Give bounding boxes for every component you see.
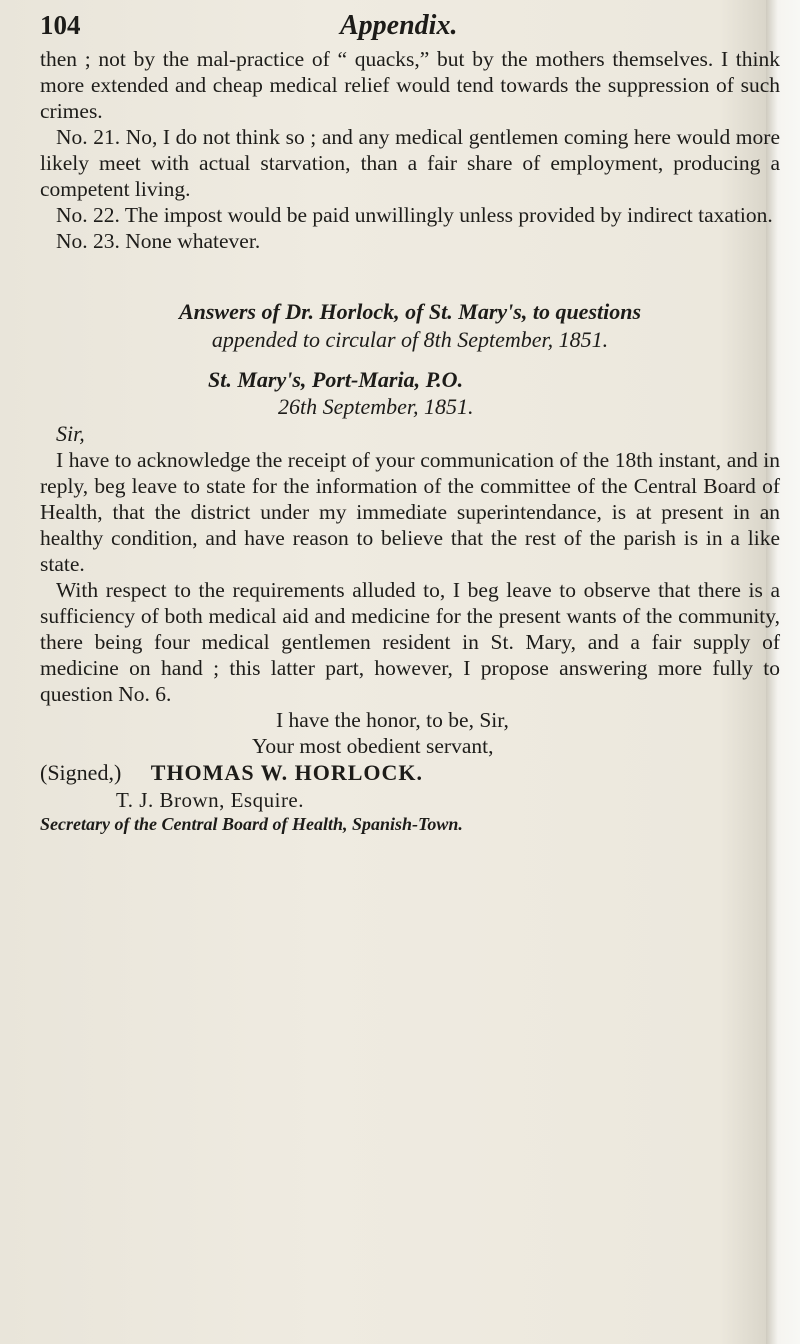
letter-closing: I have the honor, to be, Sir, (276, 708, 509, 732)
section-heading-line1: Answers of Dr. Horlock, of St. Mary's, to questions (178, 299, 642, 324)
letter-salutation: Sir, (56, 421, 85, 446)
section-heading-line2: appended to circular of 8th September, 1851. (211, 327, 609, 352)
answer-21: No. 21. No, I do not think so ; and any medical gentlemen coming here would more likely meet with actual starvation, than a fair share of employment, producing a competent living. (40, 125, 780, 201)
page-header (40, 6, 780, 46)
answer-22: No. 22. The impost would be paid unwillingly unless provided by indirect taxation. (56, 203, 773, 227)
letter-addressee: T. J. Brown, Esquire. (116, 788, 305, 812)
section-heading (40, 298, 780, 354)
letter-signature (40, 759, 780, 787)
page-content (40, 6, 780, 835)
signed-note: (Signed,) (40, 760, 122, 785)
letter-date: 26th September, 1851. (278, 394, 474, 419)
page-number: 104 (40, 10, 81, 40)
letter-paragraph-2: With respect to the requirements alluded to, I beg leave to observe that there is a sufficiency of both medical aid and medicine for the present wants of the community, there being four medical gentlemen resident in St. Mary, and a fair supply of medicine on hand ; this latter part, however, I propose answering more fully to question No. 6. (40, 578, 780, 706)
addressee-title: Secretary of the Central Board of Health, Spanish-Town. (40, 814, 463, 834)
letter-paragraph-1: I have to acknowledge the receipt of your communication of the 18th instant, and in reply, beg leave to state for the information of the committee of the Central Board of Health, that the district under my immediate superintendance, is at present in an healthy condition, and have reason to believe that the rest of the parish is in a like state. (40, 448, 780, 576)
letter-closing-2: Your most obedient servant, (252, 734, 494, 758)
answer-23: No. 23. None whatever. (56, 229, 261, 253)
body-paragraph: then ; not by the mal-practice of “ quacks,” but by the mothers themselves. I think more extended and cheap medical relief would tend towards the suppression of such crimes. (40, 47, 780, 123)
running-head: Appendix. (340, 10, 458, 41)
signer-name: THOMAS W. HORLOCK. (150, 760, 424, 785)
letter-place: St. Mary's, Port-Maria, P.O. (208, 367, 464, 392)
